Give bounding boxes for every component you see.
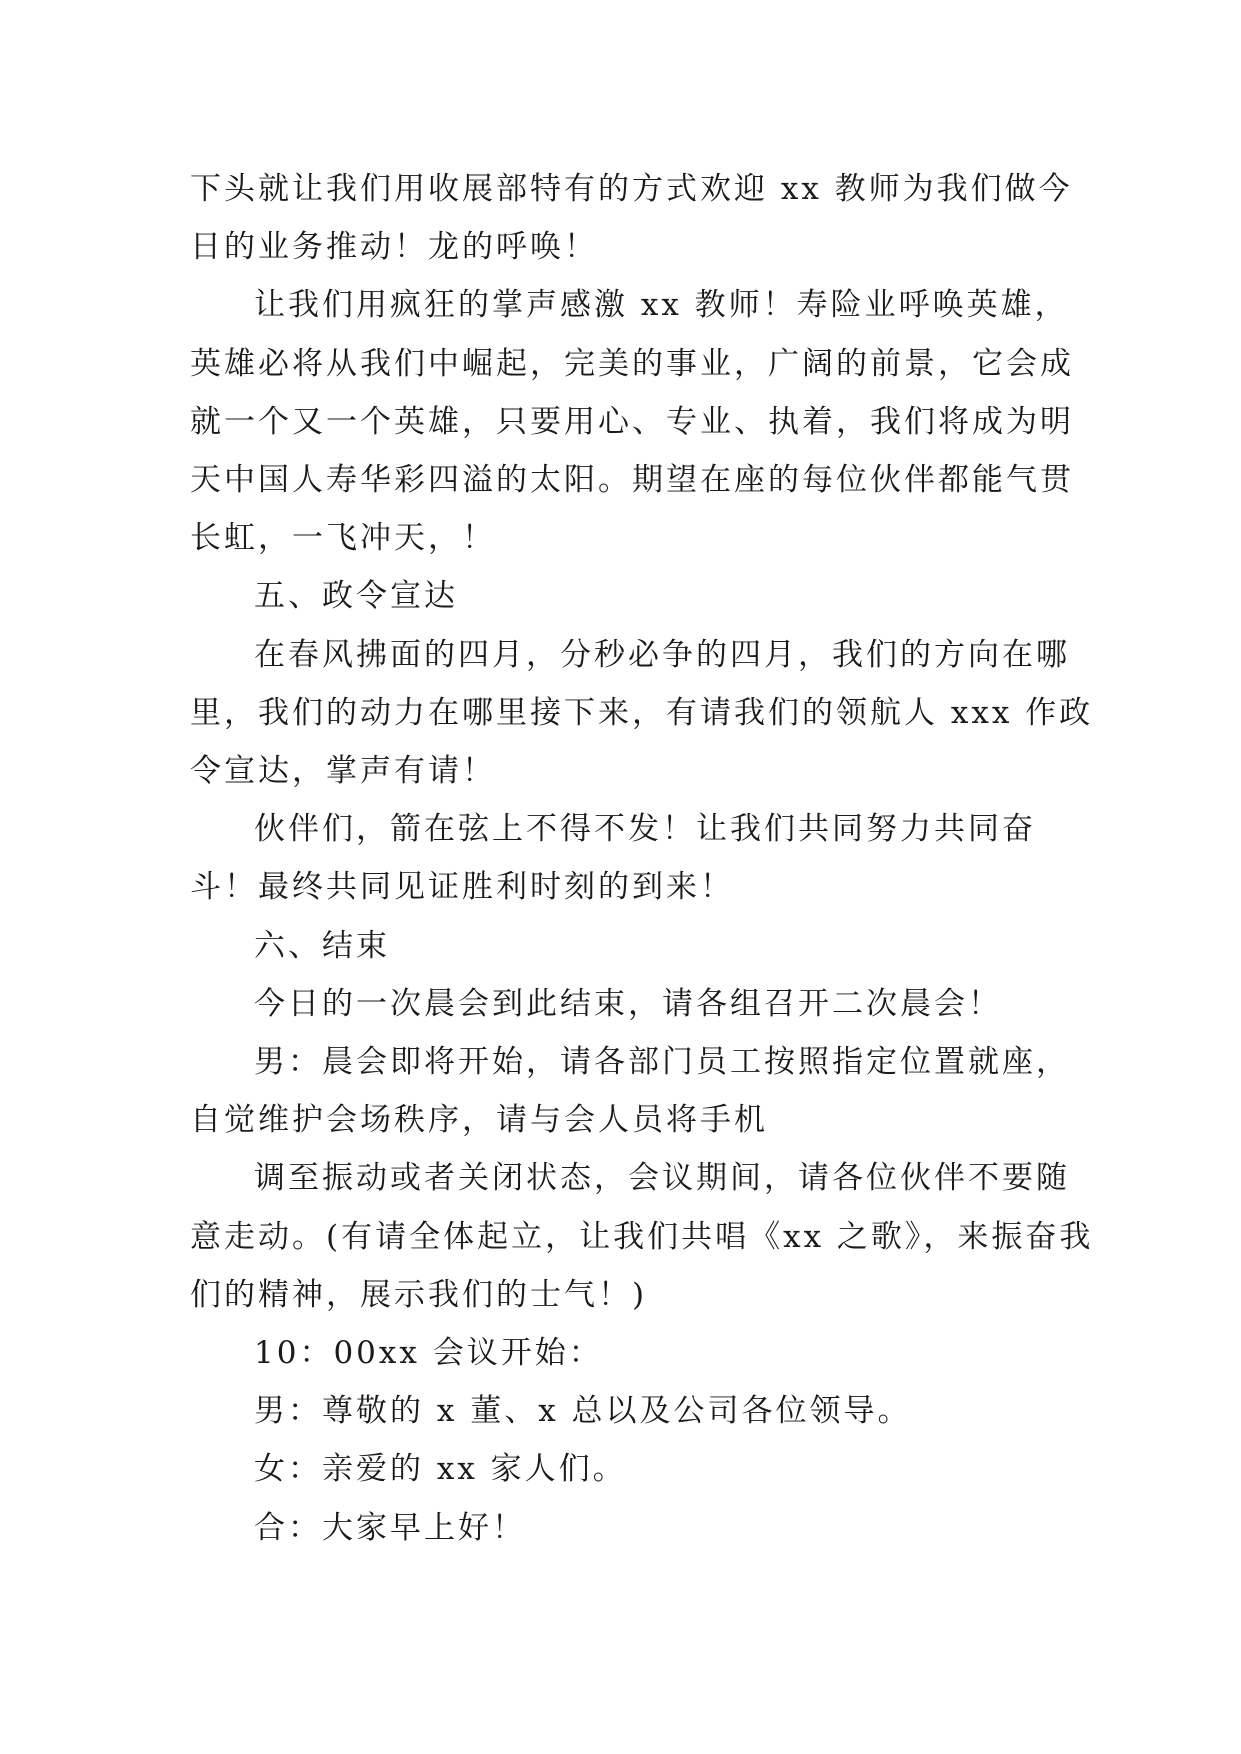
text-line: 令宣达，掌声有请！ — [190, 753, 496, 790]
paragraph-5 — [190, 975, 1070, 1033]
document-body — [190, 160, 1094, 1557]
text-line: 男：晨会即将开始，请各部门员工按照指定位置就座， — [254, 1044, 1070, 1081]
paragraph-6 — [190, 1033, 1070, 1149]
text-line: 长虹，一飞冲天，！ — [190, 520, 496, 557]
text-line: 天中国人寿华彩四溢的太阳。期望在座的每位伙伴都能气贯 — [190, 462, 1074, 499]
text-line: 六、结束 — [254, 927, 390, 964]
text-line: 10：00xx 会议开始： — [254, 1335, 603, 1372]
paragraph-1 — [190, 160, 1073, 276]
text-line: 下头就让我们用收展部特有的方式欢迎 xx 教师为我们做今 — [190, 171, 1073, 207]
section-heading-5 — [190, 567, 1070, 625]
text-line: 五、政令宣达 — [254, 578, 458, 615]
paragraph-8 — [190, 1324, 1070, 1382]
section-heading-6 — [190, 917, 1070, 975]
text-line: 合：大家早上好！ — [254, 1509, 526, 1546]
paragraph-11 — [190, 1499, 1070, 1557]
text-line: 伙伴们，箭在弦上不得不发！让我们共同努力共同奋 — [254, 811, 1036, 848]
text-line: 英雄必将从我们中崛起，完美的事业，广阔的前景，它会成 — [190, 345, 1074, 382]
paragraph-2 — [190, 276, 1074, 567]
paragraph-10 — [190, 1440, 1070, 1498]
text-line: 调至振动或者关闭状态，会议期间，请各位伙伴不要随 — [254, 1160, 1070, 1197]
text-line: 里，我们的动力在哪里接下来，有请我们的领航人 xxx 作政 — [190, 694, 1094, 731]
text-line: 男：尊敬的 x 董、x 总以及公司各位领导。 — [254, 1393, 912, 1430]
text-line: 女：亲爱的 xx 家人们。 — [254, 1451, 627, 1488]
paragraph-9 — [190, 1382, 1070, 1440]
paragraph-3 — [190, 626, 1094, 801]
text-line: 日的业务推动！龙的呼唤！ — [190, 229, 598, 266]
text-line: 就一个又一个英雄，只要用心、专业、执着，我们将成为明 — [190, 403, 1074, 440]
text-line: 斗！最终共同见证胜利时刻的到来！ — [190, 869, 734, 906]
text-line: 在春风拂面的四月，分秒必争的四月，我们的方向在哪 — [254, 636, 1070, 673]
text-line: 让我们用疯狂的掌声感激 xx 教师！寿险业呼唤英雄， — [254, 287, 1069, 324]
paragraph-7 — [190, 1149, 1094, 1324]
paragraph-4 — [190, 800, 1070, 916]
text-line: 自觉维护会场秩序，请与会人员将手机 — [190, 1102, 768, 1139]
text-line: 们的精神，展示我们的士气！) — [190, 1276, 648, 1313]
text-line: 意走动。(有请全体起立，让我们共唱《xx 之歌》，来振奋我 — [190, 1218, 1094, 1255]
text-line: 今日的一次晨会到此结束，请各组召开二次晨会！ — [254, 985, 1002, 1022]
